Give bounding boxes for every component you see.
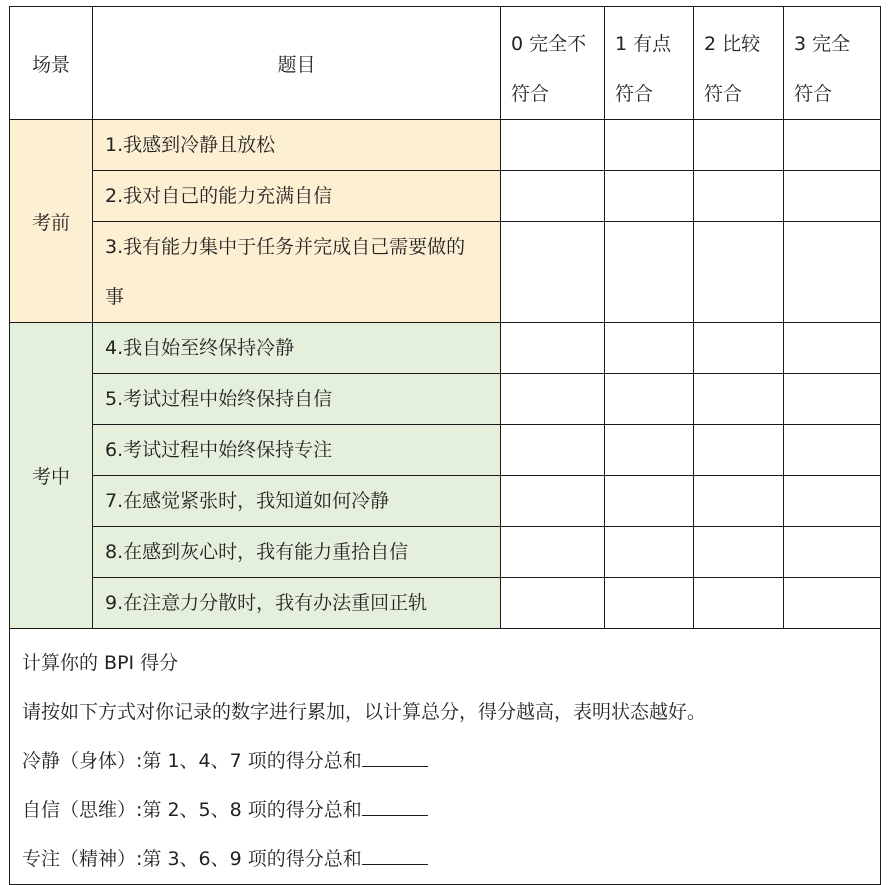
answer-cell[interactable] (605, 374, 694, 425)
answer-cell[interactable] (694, 527, 784, 578)
footer-row (10, 629, 881, 885)
answer-cell[interactable] (694, 171, 784, 222)
answer-cell[interactable] (784, 222, 881, 323)
answer-cell[interactable] (605, 425, 694, 476)
item-2: 2.我对自己的能力充满自信 (93, 171, 501, 222)
answer-cell[interactable] (784, 120, 881, 171)
answer-cell[interactable] (694, 476, 784, 527)
item-5: 5.考试过程中始终保持自信 (93, 374, 501, 425)
header-choice-3 (784, 7, 881, 120)
answer-cell[interactable] (501, 578, 605, 629)
item-9: 9.在注意力分散时，我有办法重回正轨 (93, 578, 501, 629)
answer-cell[interactable] (501, 425, 605, 476)
choice-3-line1: 3 完全 (794, 33, 851, 55)
answer-cell[interactable] (605, 476, 694, 527)
choice-3-line2: 符合 (794, 83, 833, 105)
choice-0-line1: 0 完全不 (511, 33, 587, 55)
score-line-focus (22, 835, 880, 884)
answer-cell[interactable] (501, 527, 605, 578)
answer-cell[interactable] (784, 171, 881, 222)
answer-cell[interactable] (605, 323, 694, 374)
header-choice-1 (605, 7, 694, 120)
score-line-calm-label: 冷静（身体）:第 1、4、7 项的得分总和 (22, 750, 362, 772)
score-blank-calm[interactable] (362, 747, 428, 767)
choice-1-line1: 1 有点 (615, 33, 672, 55)
item-6: 6.考试过程中始终保持专注 (93, 425, 501, 476)
item-1: 1.我感到冷静且放松 (93, 120, 501, 171)
answer-cell[interactable] (501, 171, 605, 222)
choice-1-line2: 符合 (615, 83, 654, 105)
item-4: 4.我自始至终保持冷静 (93, 323, 501, 374)
table-row (10, 171, 881, 222)
questionnaire-table (9, 6, 881, 885)
group-label-during-exam: 考中 (10, 323, 93, 629)
table-row (10, 120, 881, 171)
footer-instruction: 请按如下方式对你记录的数字进行累加，以计算总分，得分越高，表明状态越好。 (22, 701, 707, 723)
answer-cell[interactable] (501, 120, 605, 171)
item-8: 8.在感到灰心时，我有能力重拾自信 (93, 527, 501, 578)
answer-cell[interactable] (784, 425, 881, 476)
group-label-before-exam: 考前 (10, 120, 93, 323)
answer-cell[interactable] (605, 120, 694, 171)
answer-cell[interactable] (605, 527, 694, 578)
score-line-calm (22, 737, 880, 786)
score-instructions (10, 629, 881, 885)
answer-cell[interactable] (605, 578, 694, 629)
answer-cell[interactable] (694, 120, 784, 171)
score-line-confidence-label: 自信（思维）:第 2、5、8 项的得分总和 (22, 799, 362, 821)
answer-cell[interactable] (694, 578, 784, 629)
score-line-confidence (22, 786, 880, 835)
answer-cell[interactable] (501, 323, 605, 374)
table-row (10, 323, 881, 374)
answer-cell[interactable] (784, 527, 881, 578)
score-blank-focus[interactable] (362, 845, 428, 865)
bpi-questionnaire (9, 6, 881, 885)
choice-0-line2: 符合 (511, 83, 550, 105)
answer-cell[interactable] (605, 222, 694, 323)
answer-cell[interactable] (694, 374, 784, 425)
score-line-focus-label: 专注（精神）:第 3、6、9 项的得分总和 (22, 848, 362, 870)
score-blank-confidence[interactable] (362, 796, 428, 816)
answer-cell[interactable] (784, 374, 881, 425)
table-row (10, 578, 881, 629)
table-row (10, 527, 881, 578)
header-choice-0 (501, 7, 605, 120)
answer-cell[interactable] (694, 425, 784, 476)
header-scene: 场景 (10, 7, 93, 120)
table-row (10, 374, 881, 425)
answer-cell[interactable] (694, 222, 784, 323)
answer-cell[interactable] (501, 374, 605, 425)
header-choice-2 (694, 7, 784, 120)
table-row (10, 476, 881, 527)
choice-2-line2: 符合 (704, 83, 743, 105)
answer-cell[interactable] (501, 222, 605, 323)
table-row (10, 425, 881, 476)
item-3: 3.我有能力集中于任务并完成自己需要做的事 (93, 222, 501, 323)
header-row (10, 7, 881, 120)
answer-cell[interactable] (501, 476, 605, 527)
answer-cell[interactable] (694, 323, 784, 374)
choice-2-line1: 2 比较 (704, 33, 761, 55)
table-row (10, 222, 881, 323)
answer-cell[interactable] (605, 171, 694, 222)
answer-cell[interactable] (784, 476, 881, 527)
item-7: 7.在感觉紧张时，我知道如何冷静 (93, 476, 501, 527)
header-item: 题目 (93, 7, 501, 120)
answer-cell[interactable] (784, 578, 881, 629)
footer-title: 计算你的 BPI 得分 (22, 652, 179, 674)
answer-cell[interactable] (784, 323, 881, 374)
